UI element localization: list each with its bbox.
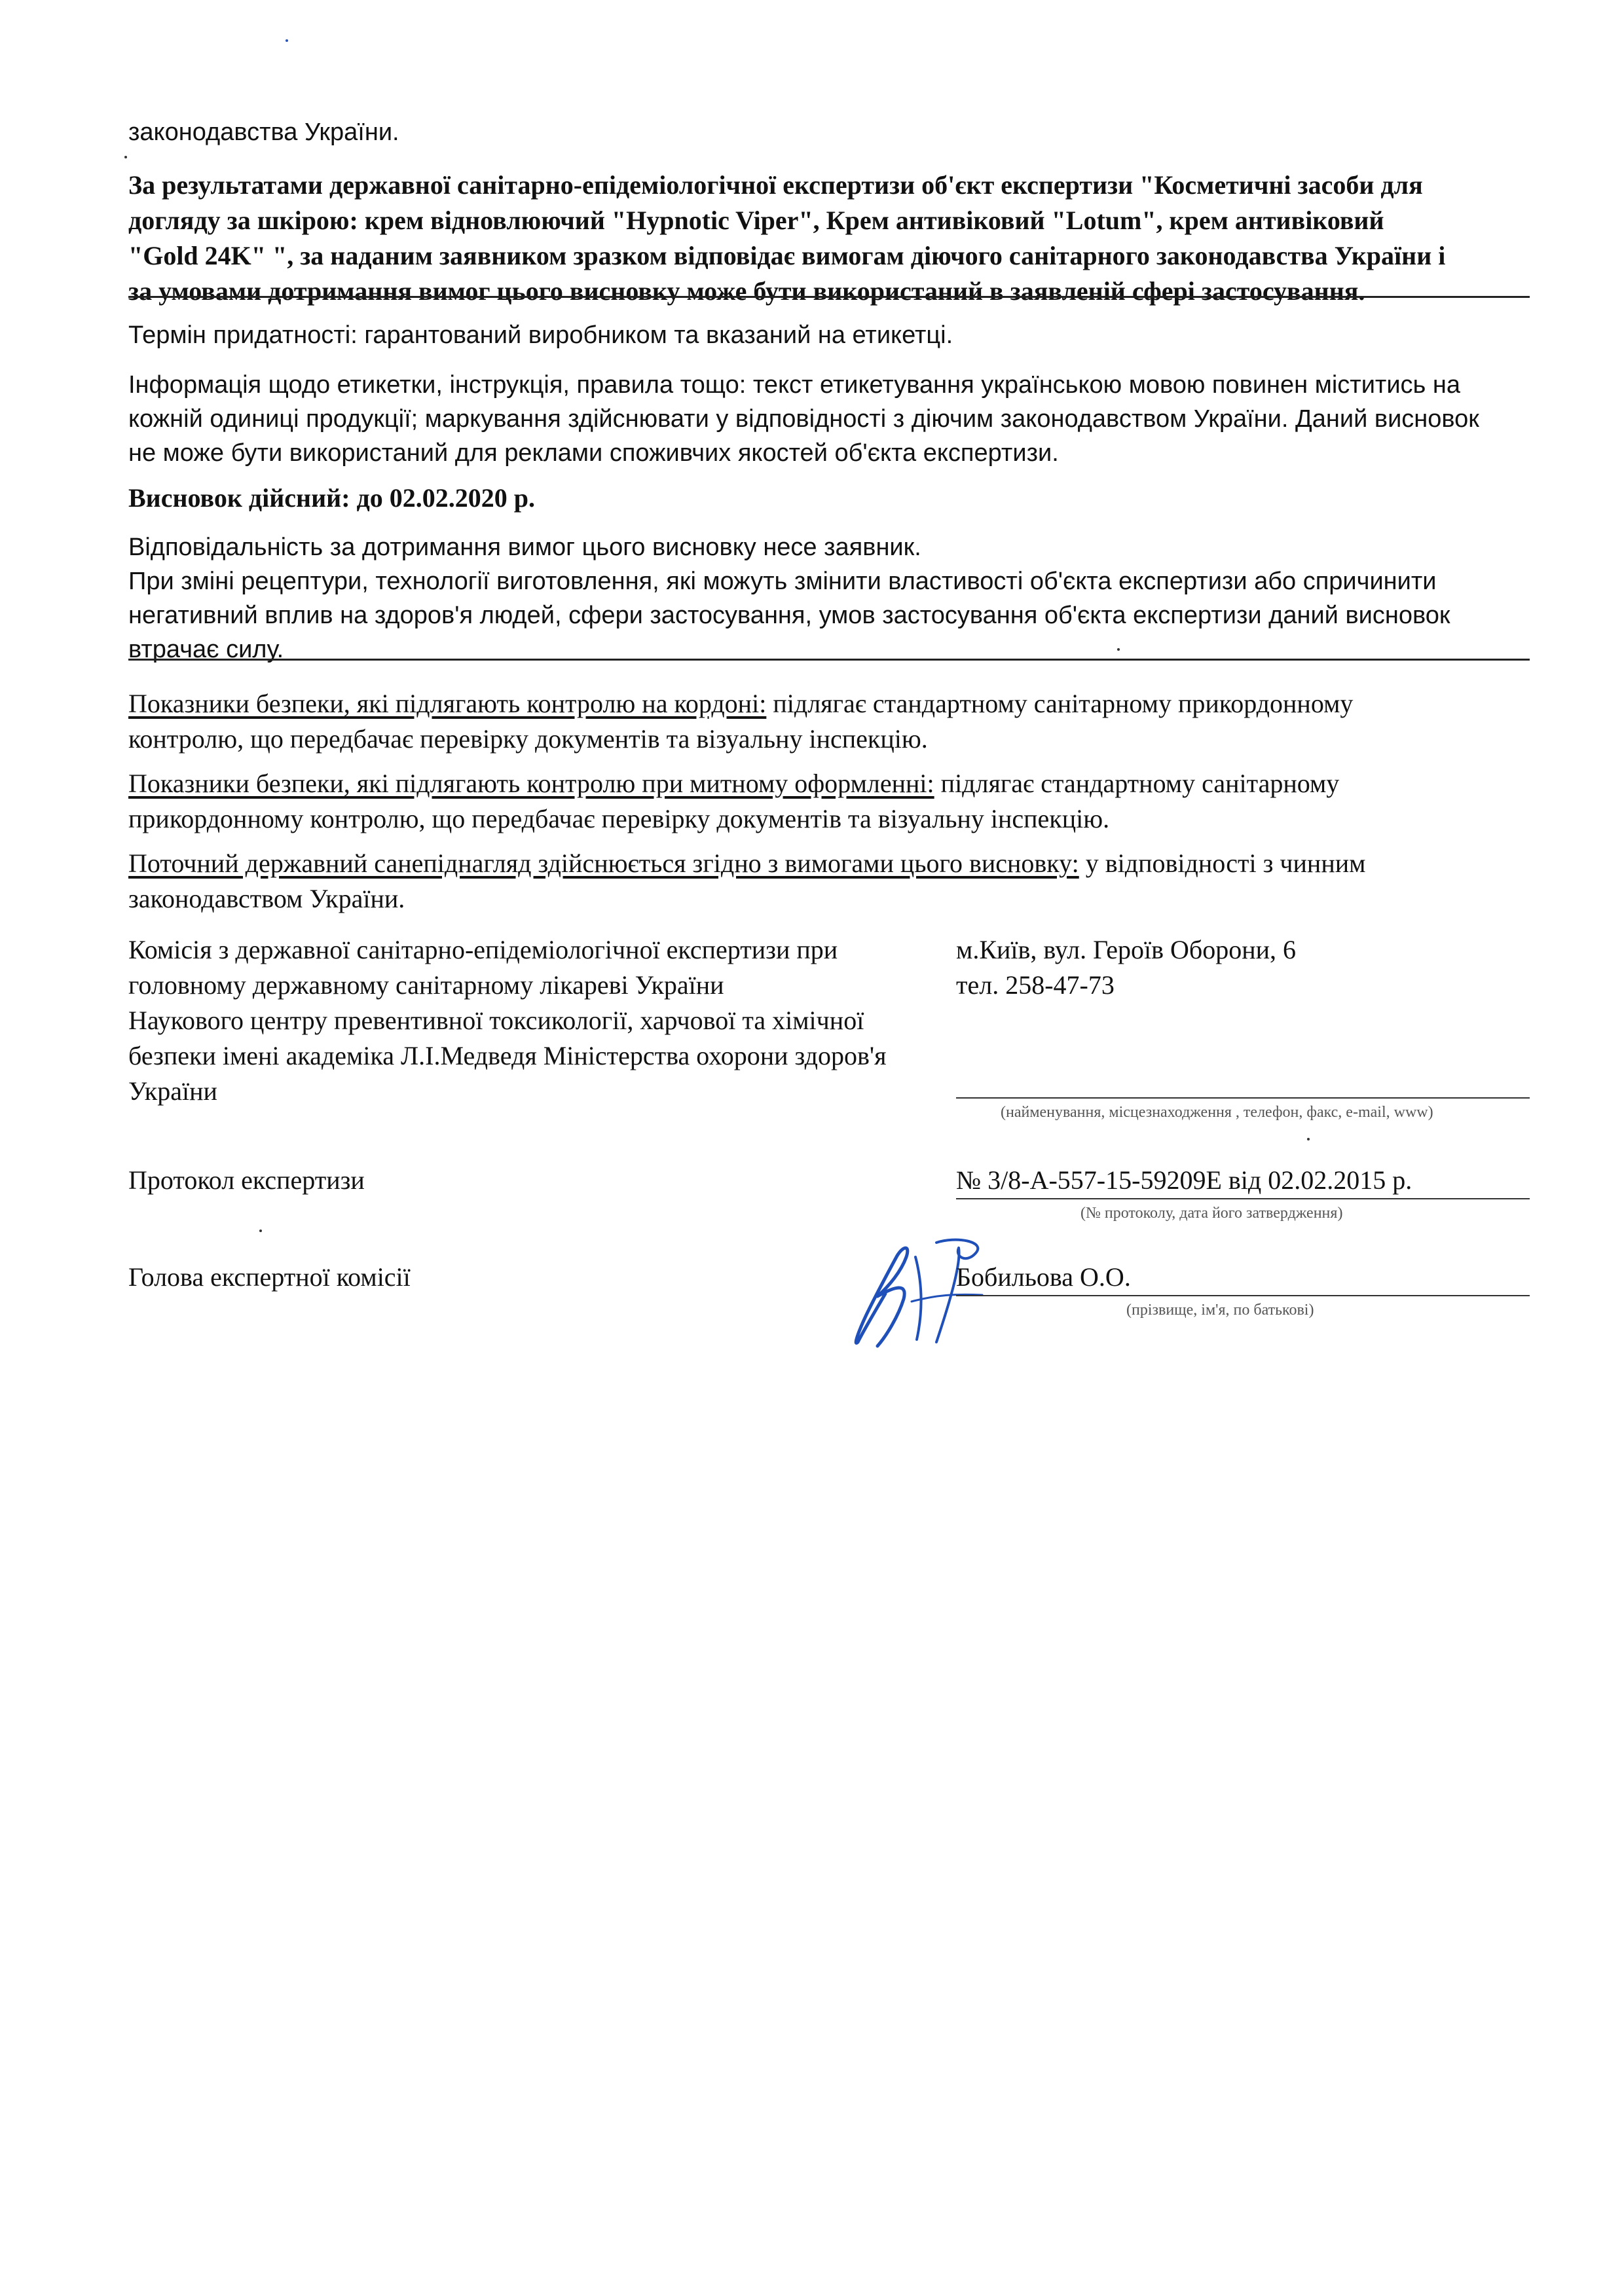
commission-line: України [128, 1076, 217, 1106]
label-info-block [128, 368, 1479, 470]
border-control-label: Показники безпеки, які підлягають контролю на кордоні: [128, 689, 767, 718]
address-underline [956, 1097, 1530, 1099]
responsibility-line: Відповідальність за дотримання вимог цього висновку несе заявник. [128, 534, 921, 561]
conclusion-line: За результатами державної санітарно-епідеміологічної експертизи об'єкт експертизи "Косметичні засоби для [128, 170, 1423, 200]
scan-speck [286, 39, 288, 42]
responsibility-line: втрачає силу. [128, 636, 284, 663]
head-caption: (прізвище, ім'я, по батькові) [1126, 1302, 1314, 1319]
conclusion-line: догляду за шкірою: крем відновлюючий "Hypnotic Viper", Крем антивіковий "Lotum", крем антивіковий [128, 206, 1384, 235]
conclusion-line: за умовами дотримання вимог цього висновку може бути використаний в заявленій сфері застосування. [128, 276, 1365, 306]
scan-speck [1307, 1138, 1310, 1140]
responsibility-block [128, 530, 1450, 666]
label-info-line: кожній одиниці продукції; маркування здійснювати у відповідності з діючим законодавством України. Даний висновок [128, 405, 1479, 433]
conclusion-block [128, 168, 1445, 309]
supervision-text: у відповідності з чинним [1079, 848, 1366, 878]
address-caption: (найменування, місцезнаходження , телефон, факс, e-mail, www) [1001, 1104, 1433, 1121]
customs-control-block [128, 766, 1339, 837]
responsibility-line: При зміні рецептури, технології виготовлення, які можуть змінити властивості об'єкта експертизи або спричинити [128, 568, 1437, 595]
protocol-caption: (№ протоколу, дата його затвердження) [1080, 1205, 1343, 1222]
commission-phone: тел. 258-47-73 [956, 970, 1115, 1000]
border-control-text: контролю, що передбачає перевірку документів та візуальну інспекцію. [128, 724, 928, 754]
commission-address: м.Київ, вул. Героїв Оборони, 6 [956, 935, 1297, 964]
head-underline [956, 1295, 1530, 1296]
commission-block [128, 932, 886, 1109]
section-divider [128, 659, 1530, 661]
head-name: Бобильова О.О. [956, 1262, 1131, 1292]
label-info-line: не може бути використаний для реклами споживчих якостей об'єкта експертизи. [128, 439, 1059, 467]
customs-control-label: Показники безпеки, які підлягають контролю при митному оформленні: [128, 769, 934, 798]
scan-speck [124, 156, 127, 158]
commission-address-block [956, 932, 1296, 1003]
scan-speck [259, 1230, 262, 1232]
head-label: Голова експертної комісії [128, 1262, 411, 1292]
border-control-text: підлягає стандартному санітарному прикордонному [766, 689, 1354, 718]
supervision-label: Поточний державний санепіднагляд здійснюється згідно з вимогами цього висновку: [128, 848, 1079, 878]
responsibility-line: негативний вплив на здоров'я людей, сфери застосування, умов застосування об'єкта експертизи даний висновок [128, 602, 1450, 629]
protocol-underline [956, 1198, 1530, 1199]
supervision-text: законодавством України. [128, 884, 405, 913]
supervision-block [128, 846, 1365, 917]
border-control-block [128, 686, 1353, 757]
customs-control-text: підлягає стандартному санітарному [934, 769, 1340, 798]
top-line-text: законодавства України. [128, 118, 399, 146]
commission-line: Наукового центру превентивної токсикології, харчової та хімічної [128, 1006, 864, 1035]
conclusion-line: "Gold 24K" ", за наданим заявником зразком відповідає вимогам діючого санітарного законодавства України і [128, 241, 1446, 270]
validity-text: Висновок дійсний: до 02.02.2020 р. [128, 483, 535, 513]
shelf-life-text: Термін придатності: гарантований виробником та вказаний на етикетці. [128, 321, 953, 349]
section-divider [128, 296, 1530, 298]
commission-line: Комісія з державної санітарно-епідеміологічної експертизи при [128, 935, 838, 964]
protocol-label: Протокол експертизи [128, 1165, 365, 1195]
label-info-line: Інформація щодо етикетки, інструкція, правила тощо: текст етикетування українською мовою повинен міститись на [128, 371, 1461, 399]
protocol-number: № 3/8-А-557-15-59209Е від 02.02.2015 р. [956, 1165, 1412, 1195]
commission-line: безпеки імені академіка Л.І.Медведя Міністерства охорони здоров'я [128, 1041, 887, 1070]
commission-line: головному державному санітарному лікареві України [128, 970, 724, 1000]
customs-control-text: прикордонному контролю, що передбачає перевірку документів та візуальну інспекцію. [128, 804, 1110, 833]
